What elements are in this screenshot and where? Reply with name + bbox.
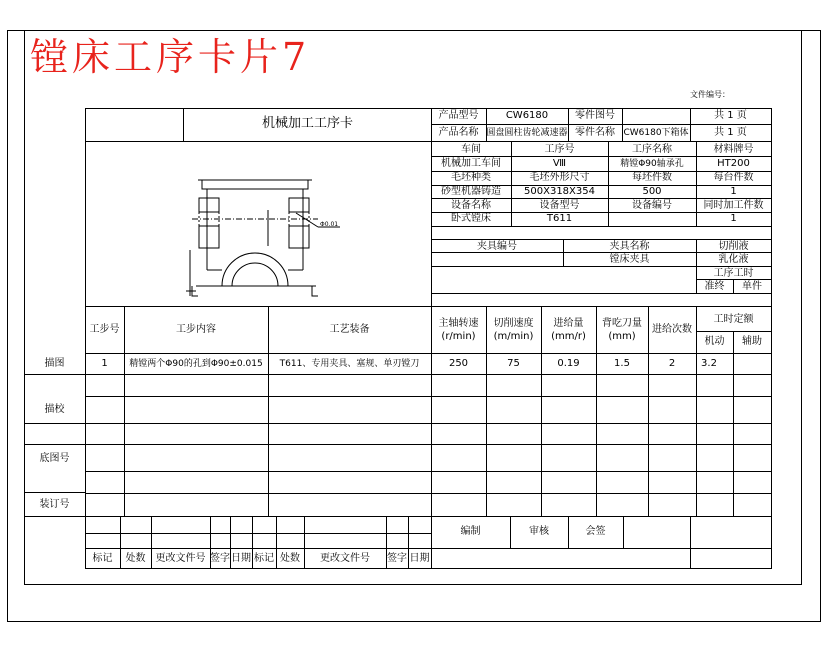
- rev-sign: 签字: [210, 553, 230, 564]
- part-name-value: CW6180下箱体: [623, 128, 689, 138]
- rev-date: 日期: [231, 553, 251, 564]
- total-pages-1: 共 1 页: [714, 110, 747, 121]
- info-cell: 设备名称: [451, 200, 491, 211]
- sketch-top-flange: [202, 180, 308, 189]
- col-depth: 背吃刀量: [602, 318, 642, 329]
- info-cell: 卧式镗床: [451, 213, 491, 224]
- col-step-no: 工步号: [89, 324, 120, 335]
- part-drawing-no-label: 零件图号: [575, 110, 615, 121]
- info-cell: 每坯件数: [632, 172, 672, 183]
- step-speed: 250: [448, 358, 469, 369]
- step-no: 1: [101, 358, 108, 369]
- info-cell: HT200: [717, 158, 750, 169]
- step-feed: 0.19: [557, 358, 580, 369]
- side-label-base-drawing: 底图号: [39, 453, 70, 464]
- info-cell: 车间: [461, 144, 481, 155]
- coolant-value: 乳化液: [718, 254, 749, 265]
- info-cell: 设备编号: [632, 200, 672, 211]
- info-cell: 每台件数: [713, 172, 754, 183]
- col-passes: 进给次数: [652, 324, 692, 335]
- time-unit: 单件: [742, 281, 762, 292]
- signoff-compiled: 编制: [460, 526, 481, 537]
- col-spindle-speed: 主轴转速: [438, 318, 479, 329]
- product-model-value: CW6180: [505, 110, 549, 121]
- part-name-label: 零件名称: [575, 127, 615, 138]
- info-cell: 工序号: [544, 144, 575, 155]
- step-content: 精镗两个Φ90的孔到Φ90±0.015: [129, 359, 263, 369]
- rev-count: 处数: [280, 553, 300, 564]
- info-cell: 1: [730, 213, 737, 224]
- signoff-reviewed: 审核: [529, 526, 549, 537]
- coolant-label: 切削液: [718, 241, 749, 252]
- info-cell: 1: [730, 186, 737, 197]
- total-pages-2: 共 1 页: [714, 127, 747, 138]
- signoff-countersign: 会签: [585, 526, 606, 537]
- col-feed-unit: (mm/r): [551, 331, 586, 342]
- product-name-value: 圆盘圆柱齿轮减速器: [486, 128, 568, 138]
- rev-change-doc: 更改文件号: [320, 553, 370, 564]
- rev-count: 处数: [125, 553, 146, 564]
- step-equipment: T611、专用夹具、塞规、单刃镗刀: [279, 359, 420, 369]
- col-feed: 进给量: [553, 318, 584, 329]
- step-machine: 3.2: [701, 358, 717, 369]
- info-cell: T611: [546, 213, 573, 224]
- info-cell: 机械加工车间: [441, 158, 501, 169]
- info-cell: Ⅷ: [552, 158, 567, 169]
- col-time-quota: 工时定额: [713, 314, 754, 325]
- rev-mark: 标记: [254, 553, 274, 564]
- process-sketch: [186, 180, 340, 296]
- rev-mark: 标记: [92, 553, 113, 564]
- col-equipment: 工艺装备: [329, 324, 370, 335]
- time-prep: 准终: [704, 281, 725, 292]
- doc-number-label: 文件编号：: [690, 90, 730, 99]
- side-label-trace: 描图: [44, 358, 65, 369]
- info-cell: 毛坯种类: [451, 172, 491, 183]
- step-cutting: 75: [507, 358, 520, 369]
- rev-change-doc: 更改文件号: [155, 553, 206, 564]
- rev-sign: 签字: [387, 553, 407, 564]
- rev-date: 日期: [409, 553, 430, 564]
- info-cell: 同时加工件数: [703, 200, 764, 211]
- info-cell: 毛坯外形尺寸: [529, 172, 590, 183]
- step-depth: 1.5: [614, 358, 630, 369]
- fixture-name-label: 夹具名称: [609, 241, 650, 252]
- info-cell: 工序名称: [632, 144, 672, 155]
- side-label-binding: 装订号: [39, 499, 70, 510]
- time-label: 工序工时: [713, 268, 754, 279]
- fixture-no-label: 夹具编号: [477, 241, 517, 252]
- sketch-tolerance-label: Φ0.01: [320, 221, 339, 228]
- info-cell: 500: [642, 186, 662, 197]
- col-machine-time: 机动: [704, 336, 725, 347]
- product-model-label: 产品型号: [438, 110, 479, 121]
- info-cell: 精镗Φ90轴承孔: [620, 159, 684, 169]
- info-cell: 500X318X354: [524, 186, 595, 197]
- product-name-label: 产品名称: [438, 127, 479, 138]
- info-cell: 砂型机器铸造: [441, 186, 501, 197]
- col-cutting-speed: 切削速度: [493, 318, 534, 329]
- fixture-name-value: 镗床夹具: [609, 254, 650, 265]
- col-cutting-speed-unit: (m/min): [493, 331, 534, 342]
- col-spindle-speed-unit: (r/min): [441, 331, 476, 342]
- side-label-trace-check: 描校: [44, 404, 65, 415]
- col-step-content: 工步内容: [176, 324, 216, 335]
- info-cell: 设备型号: [539, 200, 580, 211]
- card-title: 机械加工工序卡: [261, 116, 353, 131]
- page-title: 镗床工序卡片7: [30, 35, 311, 79]
- info-cell: 材料牌号: [713, 144, 754, 155]
- col-aux-time: 辅助: [742, 336, 762, 347]
- col-depth-unit: (mm): [608, 331, 636, 342]
- step-passes: 2: [668, 358, 676, 369]
